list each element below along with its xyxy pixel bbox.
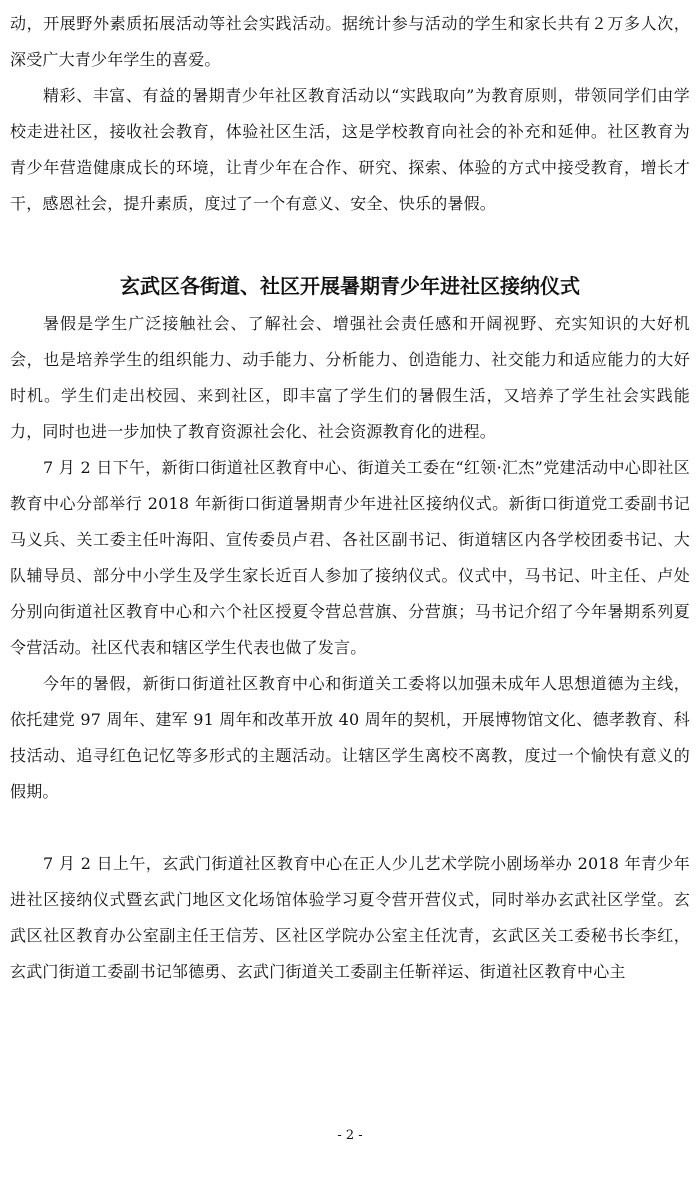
spacer xyxy=(10,222,690,258)
paragraph-xuanwumen-ceremony: 7 月 2 日上午，玄武门街道社区教育中心在正人少儿艺术学院小剧场举办 2018 年青少年进社区接纳仪式暨玄武门地区文化场馆体验学习夏令营开营仪式，同时举办玄武社区学堂。玄武区社区教育办公室副主任王信芳、区社区学院办公室主任沈青，玄武区关工委秘书长李红，玄武门街道工委副书记邹德勇、玄武门街道关工委副主任靳祥运、街道社区教育中心主 xyxy=(10,854,690,981)
page-number: - 2 - xyxy=(337,1128,363,1143)
document-body xyxy=(10,6,690,990)
paragraph-summer-education: 精彩、丰富、有益的暑期青少年社区教育活动以“实践取向”为教育原则，带领同学们由学校走进社区，接收社会教育，体验社区生活，这是学校教育向社会的补充和延伸。社区教育为青少年营造健康成长的环境，让青少年在合作、研究、探索、体验的方式中接受教育，增长才干，感恩社会，提升素质，度过了一个有意义、安全、快乐的暑假。 xyxy=(10,86,690,213)
spacer xyxy=(10,810,690,846)
paragraph-xinjiekou-plan: 今年的暑假，新街口街道社区教育中心和街道关工委将以加强未成年人思想道德为主线，依托建党 97 周年、建军 91 周年和改革开放 40 周年的契机，开展博物馆文化、德孝教育、科技活动、追寻红色记忆等多形式的主题活动。让辖区学生离校不离教，度过一个愉快有意义的假期。 xyxy=(10,674,690,801)
paragraph-summer-intro: 暑假是学生广泛接触社会、了解社会、增强社会责任感和开阔视野、充实知识的大好机会，也是培养学生的组织能力、动手能力、分析能力、创造能力、社交能力和适应能力的大好时机。学生们走出校园、来到社区，即丰富了学生们的暑假生活，又培养了学生社会实践能力，同时也进一步加快了教育资源社会化、社会资源教育化的进程。 xyxy=(10,314,690,441)
paragraph-xinjiekou-ceremony: 7 月 2 日下午，新街口街道社区教育中心、街道关工委在“红领·汇杰”党建活动中心即社区教育中心分部举行 2018 年新街口街道暑期青少年进社区接纳仪式。新街口街道党工委副书记马义兵、关工委主任叶海阳、宣传委员卢君、各社区副书记、街道辖区内各学校团委书记、大队辅导员、部分中小学生及学生家长近百人参加了接纳仪式。仪式中，马书记、叶主任、卢处分别向街道社区教育中心和六个社区授夏令营总营旗、分营旗；马书记介绍了今年暑期系列夏令营活动。社区代表和辖区学生代表也做了发言。 xyxy=(10,458,690,657)
section-heading: 玄武区各街道、社区开展暑期青少年进社区接纳仪式 xyxy=(120,274,580,298)
paragraph-continuation: 动，开展野外素质拓展活动等社会实践活动。据统计参与活动的学生和家长共有２万多人次，深受广大青少年学生的喜爱。 xyxy=(10,14,690,69)
